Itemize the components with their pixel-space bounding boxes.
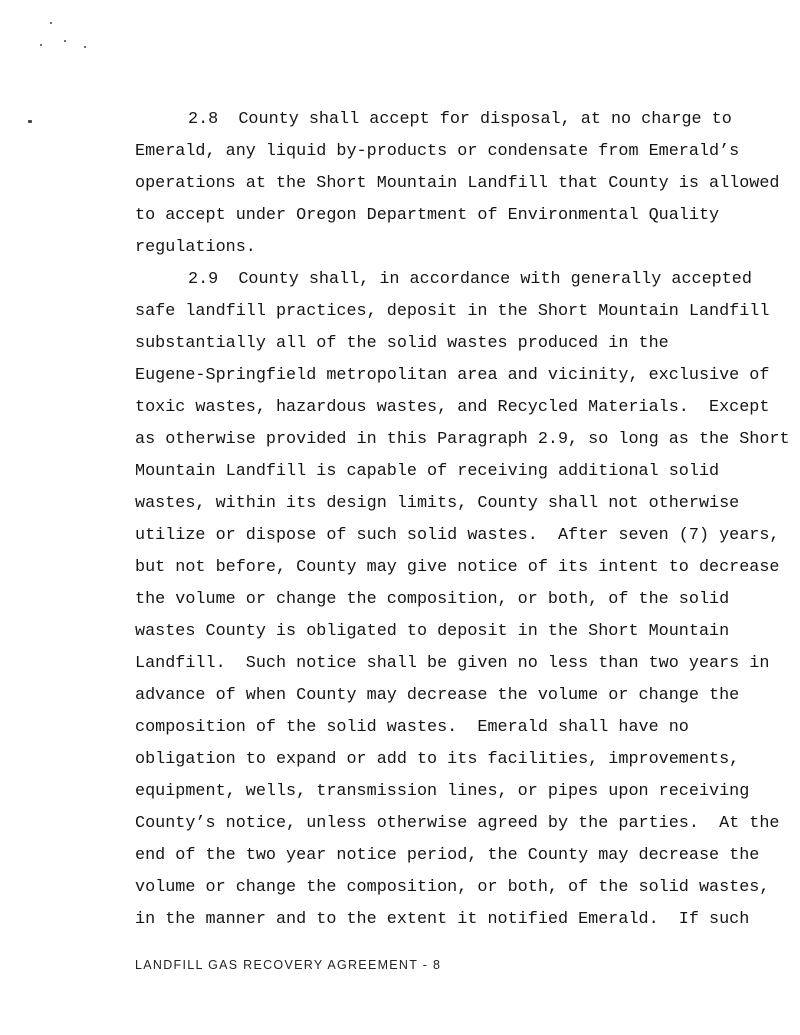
paragraph-line: Landfill. Such notice shall be given no less than two years in <box>135 654 770 673</box>
paragraph-line: regulations. <box>135 238 256 257</box>
paragraph-line: obligation to expand or add to its facilities, improvements, <box>135 750 740 769</box>
paragraph-line: advance of when County may decrease the volume or change the <box>135 686 740 705</box>
paragraph-line: but not before, County may give notice of its intent to decrease <box>135 558 780 577</box>
paragraph-line: toxic wastes, hazardous wastes, and Recycled Materials. Except <box>135 398 770 417</box>
scan-speck <box>28 120 32 123</box>
paragraph-line: Eugene-Springfield metropolitan area and vicinity, exclusive of <box>135 366 770 385</box>
paragraph-line: end of the two year notice period, the County may decrease the <box>135 846 760 865</box>
paragraph-line: in the manner and to the extent it notified Emerald. If such <box>135 910 750 929</box>
scan-speck <box>84 46 86 48</box>
paragraph-line: substantially all of the solid wastes produced in the <box>135 334 669 353</box>
paragraph-line: wastes County is obligated to deposit in the Short Mountain <box>135 622 730 641</box>
paragraph-line: to accept under Oregon Department of Environmental Quality <box>135 206 720 225</box>
paragraph-line: Mountain Landfill is capable of receiving additional solid <box>135 462 720 481</box>
paragraph-line: operations at the Short Mountain Landfill that County is allowed <box>135 174 780 193</box>
paragraph-line: County’s notice, unless otherwise agreed by the parties. At the <box>135 814 780 833</box>
paragraph-line: utilize or dispose of such solid wastes. After seven (7) years, <box>135 526 780 545</box>
scan-speck <box>64 40 66 42</box>
paragraph-line: as otherwise provided in this Paragraph 2.9, so long as the Short <box>135 430 790 449</box>
scan-speck <box>40 44 42 46</box>
scan-speck <box>50 22 52 24</box>
paragraph-line: volume or change the composition, or both, of the solid wastes, <box>135 878 770 897</box>
page-footer: LANDFILL GAS RECOVERY AGREEMENT - 8 <box>135 958 442 972</box>
paragraph-first-line: 2.9 County shall, in accordance with generally accepted <box>188 270 752 289</box>
paragraph-line: equipment, wells, transmission lines, or pipes upon receiving <box>135 782 750 801</box>
paragraph-line: composition of the solid wastes. Emerald shall have no <box>135 718 689 737</box>
paragraph-first-line: 2.8 County shall accept for disposal, at no charge to <box>188 110 732 129</box>
paragraph-line: Emerald, any liquid by-products or condensate from Emerald’s <box>135 142 740 161</box>
paragraph-line: the volume or change the composition, or both, of the solid <box>135 590 730 609</box>
paragraph-line: safe landfill practices, deposit in the Short Mountain Landfill <box>135 302 770 321</box>
paragraph-line: wastes, within its design limits, County shall not otherwise <box>135 494 740 513</box>
